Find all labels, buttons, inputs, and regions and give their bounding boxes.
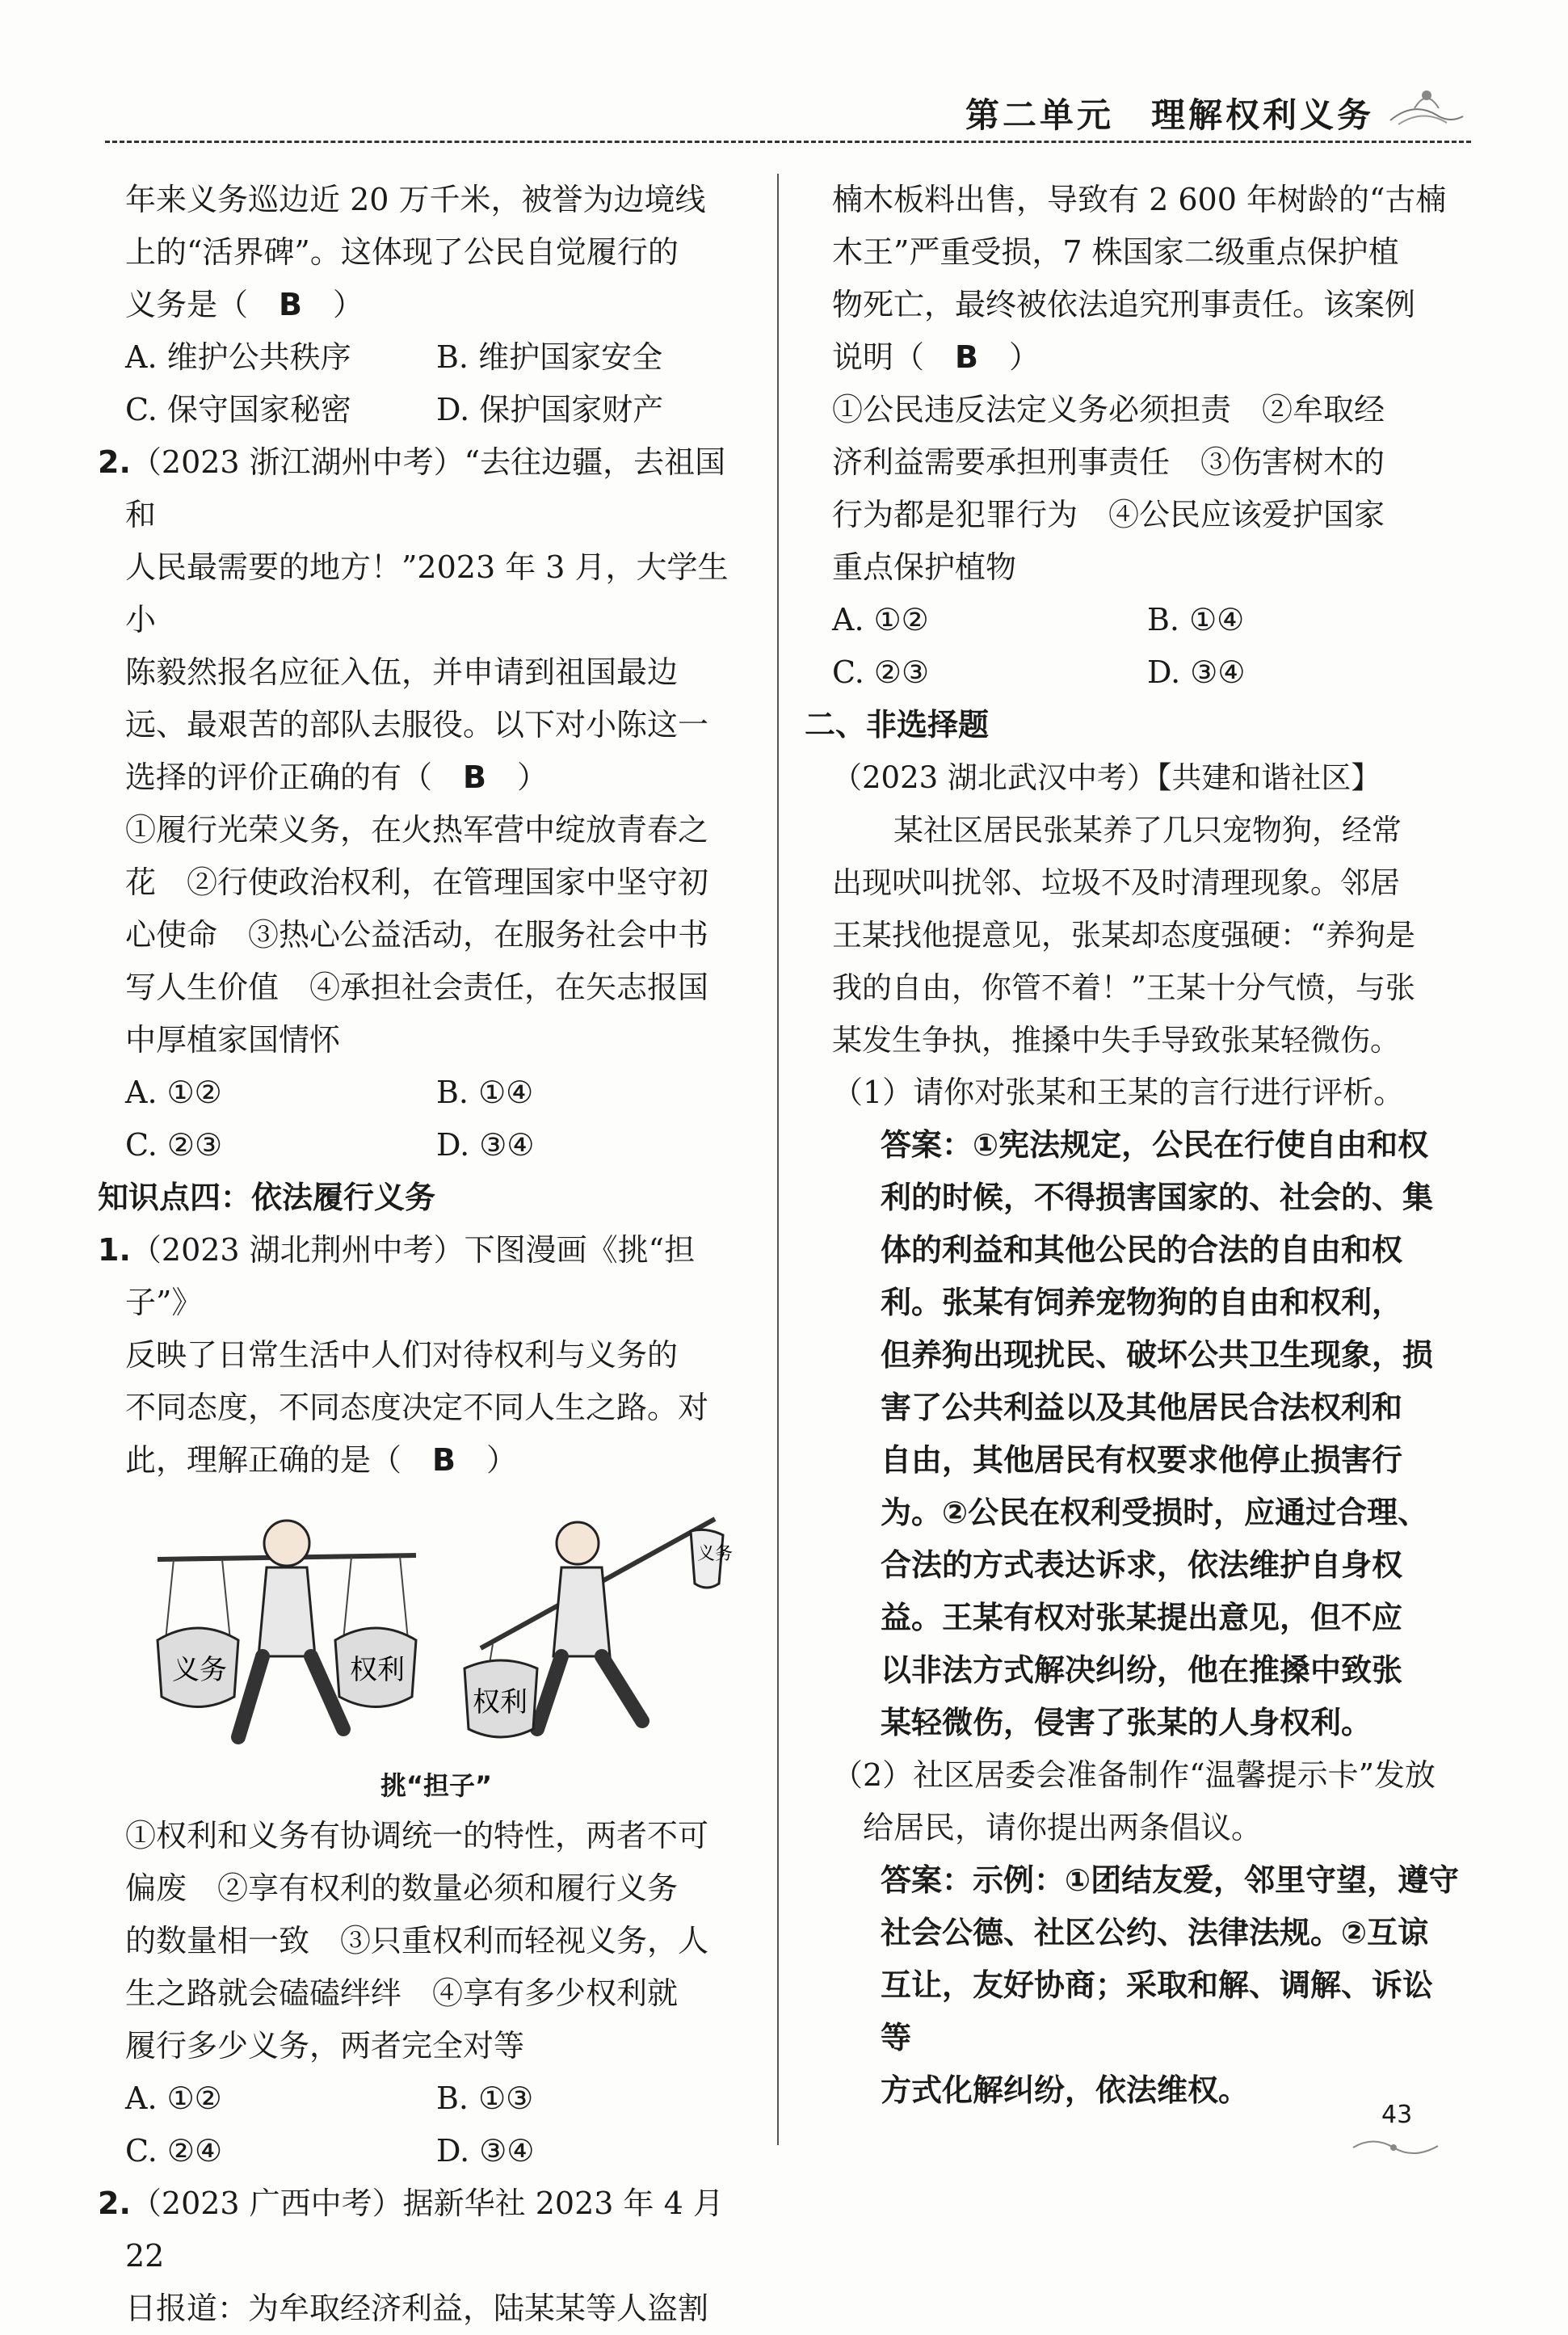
option-a: A. ①② [125, 2080, 222, 2116]
column-divider [777, 174, 779, 2145]
answer-letter: B [432, 1442, 456, 1478]
text-line: ①履行光荣义务，在火热军营中绽放青春之 [125, 812, 709, 848]
text-line: 物死亡，最终被依法追究刑事责任。该案例 [832, 287, 1416, 322]
option-c: C. ②④ [125, 2133, 223, 2169]
paren-close: ） [486, 759, 548, 795]
case-text-row [832, 909, 1462, 961]
text-line: ①公民违反法定义务必须担责 ②牟取经 [832, 392, 1385, 427]
text-line-row [832, 436, 1462, 489]
text-line: （2023 湖北荆州中考）下图漫画《挑“担子”》 [125, 1232, 696, 1320]
question-number: 2. [98, 2186, 131, 2221]
answer-line: 体的利益和其他公民的合法的自由和权 [881, 1232, 1403, 1268]
question-2 [98, 436, 747, 541]
case-text-row [832, 1014, 1462, 1067]
cartoon-illustration [125, 1495, 747, 1761]
option-a: A. ①② [125, 1075, 222, 1110]
text-line: 陈毅然报名应征入伍，并申请到祖国最边 [125, 654, 679, 690]
cartoon-caption: 挑“担子” [380, 1770, 493, 1801]
answer-line: 为。②公民在权利受损时，应通过合理、 [881, 1495, 1429, 1530]
text-line-row [125, 856, 747, 909]
label-right-2: 权利 [473, 1686, 528, 1719]
case-text-row [832, 804, 1462, 856]
text-line-row [125, 699, 747, 751]
text-line: 履行多少义务，两者完全对等 [125, 2028, 525, 2064]
option-c: C. ②③ [832, 654, 930, 690]
option-c: C. ②③ [125, 1127, 223, 1163]
section-title: 二、非选择题 [805, 707, 990, 743]
text-line: 生之路就会磕磕绊绊 ④享有多少权利就 [125, 1975, 679, 2011]
text-line: 出现吠叫扰邻、垃圾不及时清理现象。邻居 [832, 865, 1400, 900]
option-b: B. 维护国家安全 [436, 339, 663, 375]
option-a: A. 维护公共秩序 [125, 339, 351, 375]
text-line: 义务是（ [125, 287, 280, 322]
text-line-row [125, 1329, 747, 1382]
paren-close: ） [977, 339, 1040, 375]
text-line: 偏废 ②享有权利的数量必须和履行义务 [125, 1870, 679, 1906]
answer-line: 社会公德、社区公约、法律法规。②互谅 [881, 1915, 1429, 1950]
text-line: 行为都是犯罪行为 ④公民应该爱护国家 [832, 497, 1385, 532]
question-continuation [125, 174, 747, 226]
case-source: （2023 湖北武汉中考）【共建和谐社区】 [832, 760, 1381, 795]
text-line-row [832, 384, 1462, 436]
case-text-row [832, 856, 1462, 909]
text-line: 重点保护植物 [832, 549, 1017, 585]
label-duty-2: 义务 [697, 1544, 734, 1564]
legs-right [537, 1656, 642, 1729]
answer-line: 答案：示例：①团结友爱，邻里守望，遵守 [881, 1862, 1460, 1898]
page-ornament-icon [1349, 2131, 1446, 2164]
option-a: A. ①② [832, 602, 929, 637]
text-line-row [125, 1810, 747, 1862]
text-line-row [125, 804, 747, 856]
label-right: 权利 [350, 1654, 405, 1686]
text-line: 王某找他提意见，张某却态度强硬：“养狗是 [832, 918, 1415, 953]
text-line: 我的自由，你管不着！”王某十分气愤，与张 [832, 970, 1415, 1005]
answer-line: 答案：①宪法规定，公民在行使自由和权 [881, 1127, 1429, 1163]
text-line-row [125, 961, 747, 1014]
text-line: 反映了日常生活中人们对待权利与义务的 [125, 1337, 679, 1373]
section-row [805, 699, 1462, 751]
answer-line: 利的时候，不得损害国家的、社会的、集 [881, 1180, 1434, 1215]
question-number: 2. [98, 444, 131, 480]
option-b: B. ①④ [436, 1075, 534, 1110]
unit-title: 第二单元 理解权利义务 [965, 95, 1374, 135]
text-line-row [125, 1915, 747, 1967]
option-row [125, 1119, 747, 1172]
option-d: D. ③④ [436, 2133, 535, 2169]
text-line: 日报道：为牟取经济利益，陆某某等人盗割 [125, 2291, 709, 2326]
text-line-row [125, 751, 747, 804]
header-dashed-rule [105, 141, 1471, 143]
text-line-row [832, 489, 1462, 541]
answer-line: 害了公共利益以及其他居民合法权利和 [881, 1390, 1403, 1425]
text-line: 选择的评价正确的有（ [125, 759, 464, 795]
cartoon-carrying-pole-icon [125, 1495, 747, 1761]
text-line: 说明（ [832, 339, 956, 375]
text-line: 花 ②行使政治权利，在管理国家中坚守初 [125, 865, 709, 900]
option-row [832, 646, 1462, 699]
text-line-row [832, 331, 1462, 384]
text-line-row [832, 1802, 1462, 1854]
answer-letter: B [955, 339, 978, 375]
answer-letter: B [279, 287, 302, 322]
question-k2 [98, 2177, 747, 2282]
page-number: 43 [1381, 2101, 1413, 2129]
text-line-row [832, 174, 1462, 226]
text-line: 某发生争执，推搡中失手导致张某轻微伤。 [832, 1023, 1400, 1058]
right-column [805, 174, 1462, 2117]
head-right [557, 1522, 599, 1564]
text-line: ①权利和义务有协调统一的特性，两者不可 [125, 1818, 709, 1853]
text-line-row [125, 1434, 747, 1487]
page-number-area [1365, 2101, 1462, 2165]
text-line: 楠木板料出售，导致有 2 600 年树龄的“古楠 [832, 182, 1447, 217]
text-line-row [125, 541, 747, 646]
text-line-row [125, 909, 747, 961]
answer-1-block [832, 1119, 1462, 1749]
head-left [264, 1521, 309, 1566]
text-line: 上的“活界碑”。这体现了公民自觉履行的 [125, 234, 679, 270]
sub-question-2 [832, 1749, 1462, 1802]
text-line: 某社区居民张某养了几只宠物狗，经常 [893, 813, 1402, 848]
text-line: （2）社区居委会准备制作“温馨提示卡”发放 [832, 1757, 1436, 1793]
text-line-row [125, 1967, 747, 2020]
text-line-row [125, 646, 747, 699]
option-row [125, 331, 747, 384]
text-line-row [832, 226, 1462, 279]
question-k1 [98, 1224, 747, 1329]
text-line: 给居民，请你提出两条倡议。 [863, 1810, 1263, 1845]
text-line-row [125, 2020, 747, 2072]
option-row [125, 1067, 747, 1119]
text-line-row [832, 279, 1462, 331]
leaf-ornament-icon [1382, 84, 1471, 133]
option-row [832, 594, 1462, 646]
answer-line: 利。张某有饲养宠物狗的自由和权利， [881, 1285, 1403, 1320]
answer-2-block [832, 1854, 1462, 2117]
knowledge-point-title: 知识点四：依法履行义务 [98, 1180, 436, 1215]
option-d: D. ③④ [436, 1127, 535, 1163]
question-number: 1. [98, 1232, 131, 1268]
knowledge-point-row [98, 1172, 747, 1224]
text-line-row [125, 2282, 747, 2335]
option-d: D. 保护国家财产 [436, 392, 664, 427]
label-duty: 义务 [172, 1654, 227, 1686]
answer-line: 互让，友好协商；采取和解、调解、诉讼等 [881, 1967, 1434, 2055]
text-line: 年来义务巡边近 20 万千米，被誉为边境线 [125, 182, 706, 217]
left-column [98, 174, 747, 2335]
answer-line: 益。王某有权对张某提出意见，但不应 [881, 1600, 1403, 1635]
page-header [105, 81, 1471, 145]
paren-close: ） [301, 287, 364, 322]
text-line: 写人生价值 ④承担社会责任，在矢志报国 [125, 970, 709, 1005]
text-line-row [125, 1382, 747, 1434]
option-row [125, 2072, 747, 2125]
body-right [553, 1567, 610, 1656]
text-line: 中厚植家国情怀 [125, 1022, 341, 1058]
text-line-row [125, 1014, 747, 1067]
answer-line: 以非法方式解决纠纷，他在推搡中致张 [881, 1652, 1403, 1688]
option-c: C. 保守国家秘密 [125, 392, 351, 427]
text-line: 不同态度，不同态度决定不同人生之路。对 [125, 1390, 709, 1425]
text-line: 人民最需要的地方！”2023 年 3 月，大学生小 [125, 549, 729, 637]
text-line: （1）请你对张某和王某的言行进行评析。 [832, 1075, 1405, 1110]
text-line: 心使命 ③热心公益活动，在服务社会中书 [125, 917, 709, 953]
text-line: （2023 浙江湖州中考）“去往边疆，去祖国和 [125, 444, 726, 532]
legs-left [238, 1656, 343, 1737]
body-left [259, 1567, 315, 1656]
paren-close: ） [455, 1442, 517, 1478]
case-source-row [832, 751, 1462, 804]
answer-line: 但养狗出现扰民、破坏公共卫生现象，损 [881, 1337, 1434, 1373]
option-b: B. ①③ [436, 2080, 534, 2116]
case-text-row [832, 961, 1462, 1014]
text-line-row [125, 1862, 747, 1915]
answer-line: 自由，其他居民有权要求他停止损害行 [881, 1442, 1403, 1478]
option-b: B. ①④ [1147, 602, 1245, 637]
answer-line: 合法的方式表达诉求，依法维护自身权 [881, 1547, 1403, 1583]
option-d: D. ③④ [1147, 654, 1246, 690]
answer-line: 某轻微伤，侵害了张某的人身权利。 [881, 1705, 1373, 1740]
text-line: 此，理解正确的是（ [125, 1442, 433, 1478]
option-row [125, 384, 747, 436]
text-line: 的数量相一致 ③只重权利而轻视义务，人 [125, 1923, 709, 1958]
answer-line: 方式化解纠纷，依法维权。 [881, 2072, 1250, 2108]
text-line: 济利益需要承担刑事责任 ③伤害树木的 [832, 444, 1385, 480]
text-line-row [832, 541, 1462, 594]
answer-letter: B [463, 759, 486, 795]
text-line: 木王”严重受损，7 株国家二级重点保护植 [832, 234, 1399, 270]
text-line-row [125, 226, 747, 279]
sub-question-1 [832, 1067, 1462, 1119]
text-line-row [125, 279, 747, 331]
text-line: （2023 广西中考）据新华社 2023 年 4 月 22 [125, 2186, 724, 2274]
text-line: 远、最艰苦的部队去服役。以下对小陈这一 [125, 707, 709, 743]
option-row [125, 2125, 747, 2177]
